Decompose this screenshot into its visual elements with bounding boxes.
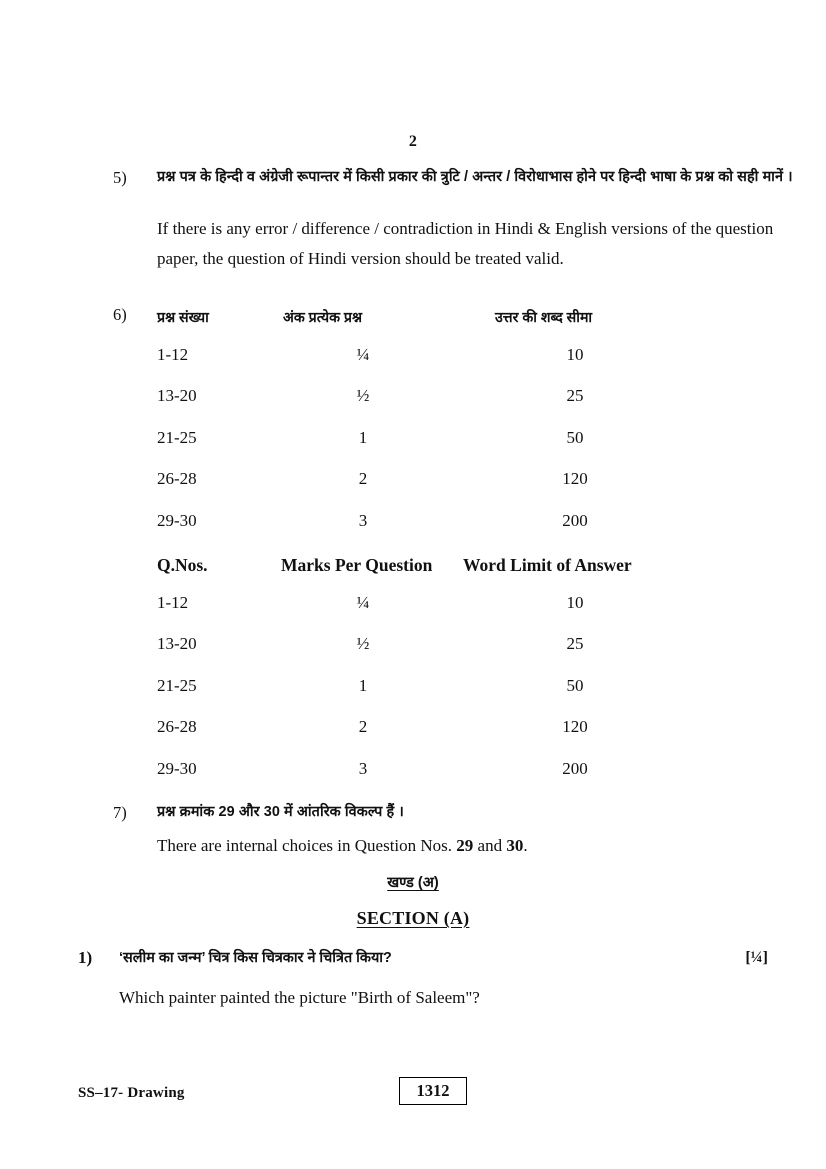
column-header-word-limit: उत्तर की शब्द सीमा <box>495 309 593 326</box>
cell-word-limit: 200 <box>562 510 588 530</box>
hindi-text-middle: और <box>234 804 264 820</box>
table-row <box>157 459 667 501</box>
table-header-row <box>157 548 667 582</box>
question-1-english-text: Which painter painted the picture "Birth of Saleem"? <box>119 988 480 1007</box>
cell-marks: 3 <box>358 758 368 778</box>
instruction-7-english-text <box>157 831 763 861</box>
column-header-marks: Marks Per Question <box>281 554 433 575</box>
cell-word-limit: 10 <box>566 344 584 364</box>
cell-question-numbers: 21-25 <box>157 427 197 447</box>
hindi-text-before: प्रश्न क्रमांक <box>157 804 219 820</box>
cell-marks: 2 <box>358 717 368 737</box>
table-row <box>157 500 667 542</box>
question-1 <box>78 945 768 1011</box>
table-row <box>157 624 667 666</box>
instruction-item-5 <box>113 163 793 274</box>
cell-question-numbers: 29-30 <box>157 510 197 530</box>
section-heading-hindi <box>0 872 826 892</box>
cell-word-limit: 25 <box>566 386 584 406</box>
section-heading-english-label: SECTION (A) <box>356 908 470 928</box>
table-row <box>157 334 667 376</box>
table-row <box>157 417 667 459</box>
english-text-before: There are internal choices in Question Nos. <box>157 836 457 855</box>
cell-question-numbers: 13-20 <box>157 386 197 406</box>
hindi-question-number-2: 30 <box>263 804 280 820</box>
cell-question-numbers: 21-25 <box>157 675 197 695</box>
english-question-number-1: 29 <box>456 836 474 855</box>
cell-marks: 3 <box>358 510 368 530</box>
cell-question-numbers: 1-12 <box>157 344 189 364</box>
instruction-marker: 7) <box>113 803 127 822</box>
cell-marks: ¼ <box>356 344 370 364</box>
column-header-marks: अंक प्रत्येक प्रश्न <box>283 309 363 326</box>
instruction-7-hindi-text <box>157 798 763 827</box>
column-header-question-numbers: प्रश्न संख्या <box>157 309 209 326</box>
instruction-item-7 <box>113 798 763 861</box>
cell-question-numbers: 1-12 <box>157 592 189 612</box>
table-row <box>157 665 667 707</box>
cell-word-limit: 120 <box>562 469 588 489</box>
section-heading-english <box>0 908 826 929</box>
footer-paper-number: 1312 <box>399 1077 467 1105</box>
cell-question-numbers: 26-28 <box>157 717 197 737</box>
hindi-question-number-1: 29 <box>218 804 235 820</box>
english-text-after: . <box>523 836 528 855</box>
column-header-word-limit: Word Limit of Answer <box>463 554 632 575</box>
table-row <box>157 376 667 418</box>
cell-word-limit: 25 <box>566 634 584 654</box>
instruction-marker: 5) <box>113 168 127 187</box>
instruction-5-hindi-text: प्रश्न पत्र के हिन्दी व अंग्रेजी रूपान्तर में किसी प्रकार की त्रुटि / अन्तर / विरोधाभास होने पर हिन्दी भाषा के प्रश्न को सही मानें । <box>157 169 793 185</box>
marks-table-english <box>157 548 667 790</box>
column-header-question-numbers: Q.Nos. <box>157 554 208 575</box>
instruction-marker: 6) <box>113 305 127 324</box>
cell-word-limit: 50 <box>566 675 584 695</box>
cell-marks: ¼ <box>356 592 370 612</box>
english-question-number-2: 30 <box>506 836 524 855</box>
question-1-marker: 1) <box>78 948 93 967</box>
question-1-marks: [¼] <box>745 949 768 966</box>
table-row <box>157 707 667 749</box>
cell-question-numbers: 26-28 <box>157 469 197 489</box>
question-1-hindi-text: ‘सलीम का जन्म’ चित्र किस चित्रकार ने चित्रित किया? <box>119 950 392 966</box>
cell-marks: 2 <box>358 469 368 489</box>
table-header-row <box>157 300 667 334</box>
cell-question-numbers: 13-20 <box>157 634 197 654</box>
table-row <box>157 582 667 624</box>
cell-word-limit: 10 <box>566 592 584 612</box>
cell-word-limit: 200 <box>562 758 588 778</box>
section-heading-hindi-label: खण्ड (अ) <box>387 875 439 891</box>
cell-marks: 1 <box>358 675 368 695</box>
footer-paper-code: SS–17- Drawing <box>78 1085 185 1101</box>
marks-table-hindi <box>157 300 667 542</box>
hindi-text-after: में आंतरिक विकल्प हैं । <box>279 804 404 820</box>
cell-marks: 1 <box>358 427 368 447</box>
cell-word-limit: 50 <box>566 427 584 447</box>
cell-marks: ½ <box>356 634 370 654</box>
page-number: 2 <box>408 133 418 150</box>
cell-word-limit: 120 <box>562 717 588 737</box>
instruction-5-english-text: If there is any error / difference / contradiction in Hindi & English versions of the question paper, the question of Hindi version should be treated valid. <box>157 219 774 268</box>
cell-question-numbers: 29-30 <box>157 758 197 778</box>
cell-marks: ½ <box>356 386 370 406</box>
table-row <box>157 748 667 790</box>
english-text-middle: and <box>473 836 507 855</box>
